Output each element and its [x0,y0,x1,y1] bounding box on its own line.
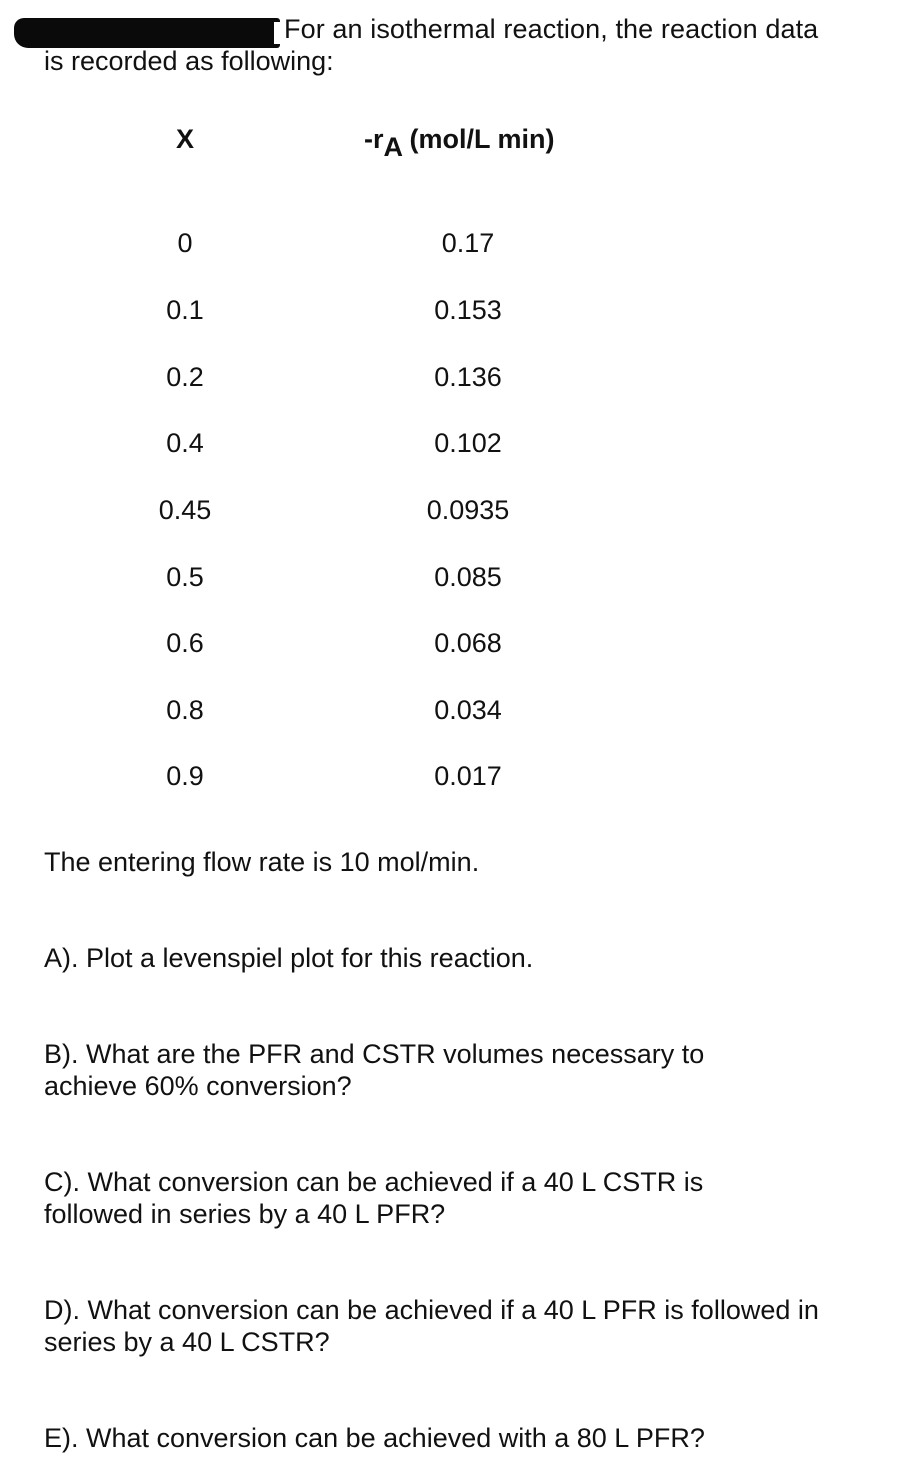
table-cell-x: 0.9 [166,761,204,791]
table-cell-x: 0 [177,228,193,258]
column-header-rate [364,124,555,162]
table-cell-rate: 0.034 [434,695,502,725]
table-cell-x: 0.2 [166,362,204,392]
table-cell-x: 0.5 [166,562,204,592]
table-cell-rate: 0.0935 [426,495,510,525]
table-cell-x: 0.8 [166,695,204,725]
table-cell-x: 0.45 [158,495,212,525]
table-cell-rate: 0.153 [434,295,502,325]
question-a: A). Plot a levenspiel plot for this reaction. [44,943,534,973]
table-cell-x: 0.1 [166,295,204,325]
table-cell-rate: 0.136 [434,362,502,392]
redaction-bar [14,18,280,48]
table-cell-rate: 0.017 [434,761,502,791]
table-cell-rate: 0.068 [434,628,502,658]
table-cell-rate: 0.102 [434,428,502,458]
table-cell-x: 0.4 [166,428,204,458]
question-c: C). What conversion can be achieved if a 40 L CSTR is followed in series by a 40 L PFR? [44,1167,704,1229]
column-header-conversion: X [175,124,194,154]
table-cell-rate: 0.17 [441,228,495,258]
question-e: E). What conversion can be achieved with a 80 L PFR? [44,1423,705,1453]
intro-text-line-2: is recorded as following: [44,46,334,76]
table-cell-x: 0.6 [166,628,204,658]
flow-rate-statement: The entering flow rate is 10 mol/min. [44,847,480,877]
table-cell-rate: 0.085 [434,562,502,592]
rate-header-prefix: -r [364,124,384,154]
rate-header-units: (mol/L min) [402,124,555,154]
question-d: D). What conversion can be achieved if a 40 L PFR is followed in series by a 40 L CSTR? [44,1295,819,1357]
question-b: B). What are the PFR and CSTR volumes necessary to achieve 60% conversion? [44,1039,705,1101]
intro-text-line-1: For an isothermal reaction, the reaction data [284,14,819,44]
rate-header-subscript: A [383,132,402,162]
